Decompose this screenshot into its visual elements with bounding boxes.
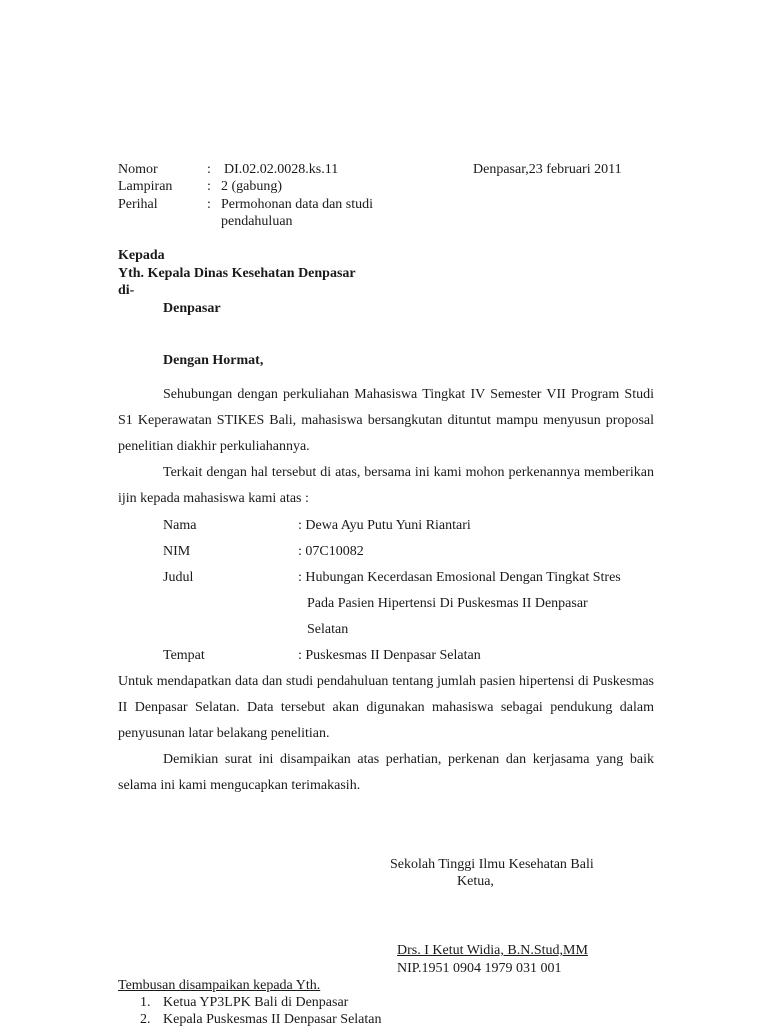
nim-value: : 07C10082 bbox=[298, 544, 364, 559]
judul-label: Judul bbox=[163, 570, 194, 585]
signature-institution: Sekolah Tinggi Ilmu Kesehatan Bali bbox=[390, 857, 594, 872]
body-paragraph-2: Terkait dengan hal tersebut di atas, bersama ini kami mohon perkenannya memberikan ijin kepada mahasiswa kami atas : bbox=[118, 465, 654, 506]
cc-item-2-text: Kepala Puskesmas II Denpasar Selatan bbox=[163, 1012, 382, 1027]
perihal-value-line2: pendahuluan bbox=[221, 214, 293, 229]
nama-value: : Dewa Ayu Putu Yuni Riantari bbox=[298, 518, 471, 533]
nim-label: NIM bbox=[163, 544, 191, 559]
perihal-value-line1: Permohonan data dan studi bbox=[221, 197, 374, 212]
judul-value-line1: : Hubungan Kecerdasan Emosional Dengan Tingkat Stres bbox=[298, 570, 621, 585]
cc-item-1-text: Ketua YP3LPK Bali di Denpasar bbox=[163, 995, 349, 1010]
letter-date: Denpasar,23 februari 2011 bbox=[473, 162, 622, 177]
tempat-value: : Puskesmas II Denpasar Selatan bbox=[298, 648, 481, 663]
lampiran-value: 2 (gabung) bbox=[221, 179, 283, 194]
signature-position: Ketua, bbox=[457, 874, 494, 889]
perihal-label: Perihal bbox=[118, 197, 158, 212]
recipient-di: di- bbox=[118, 283, 135, 298]
judul-value-line2: Pada Pasien Hipertensi Di Puskesmas II Denpasar bbox=[307, 596, 588, 611]
cc-item-1-num: 1. bbox=[140, 995, 151, 1010]
body-paragraph-3: Untuk mendapatkan data dan studi pendahuluan tentang jumlah pasien hipertensi di Puskesmas II Denpasar Selatan. Data tersebut akan digunakan mahasiswa sebagai pendukung dalam penyusunan latar belakang penelitian. bbox=[118, 674, 654, 741]
recipient-kepada: Kepada bbox=[118, 248, 165, 263]
signature-name: Drs. I Ketut Widia, B.N.Stud,MM bbox=[397, 943, 588, 958]
nama-label: Nama bbox=[163, 518, 197, 533]
body-paragraph-1: Sehubungan dengan perkuliahan Mahasiswa Tingkat IV Semester VII Program Studi S1 Keperawatan STIKES Bali, mahasiswa bersangkutan dituntut mampu menyusun proposal penelitian diakhir perkuliahannya. bbox=[118, 387, 654, 454]
cc-title: Tembusan disampaikan kepada Yth. bbox=[118, 978, 321, 993]
tempat-label: Tempat bbox=[163, 648, 205, 663]
nomor-value: DI.02.02.0028.ks.11 bbox=[224, 162, 339, 177]
greeting: Dengan Hormat, bbox=[163, 353, 264, 368]
perihal-colon: : bbox=[207, 197, 211, 212]
recipient-city: Denpasar bbox=[163, 301, 221, 316]
nomor-colon: : bbox=[207, 162, 211, 177]
recipient-yth: Yth. Kepala Dinas Kesehatan Denpasar bbox=[118, 266, 356, 281]
cc-item-2-num: 2. bbox=[140, 1012, 151, 1027]
nomor-label: Nomor bbox=[118, 162, 158, 177]
lampiran-colon: : bbox=[207, 179, 211, 194]
body-paragraph-4: Demikian surat ini disampaikan atas perhatian, perkenan dan kerjasama yang baik selama ini kami mengucapkan terimakasih. bbox=[118, 752, 654, 793]
lampiran-label: Lampiran bbox=[118, 179, 173, 194]
judul-value-line3: Selatan bbox=[307, 622, 349, 637]
signature-nip: NIP.1951 0904 1979 031 001 bbox=[397, 961, 562, 976]
